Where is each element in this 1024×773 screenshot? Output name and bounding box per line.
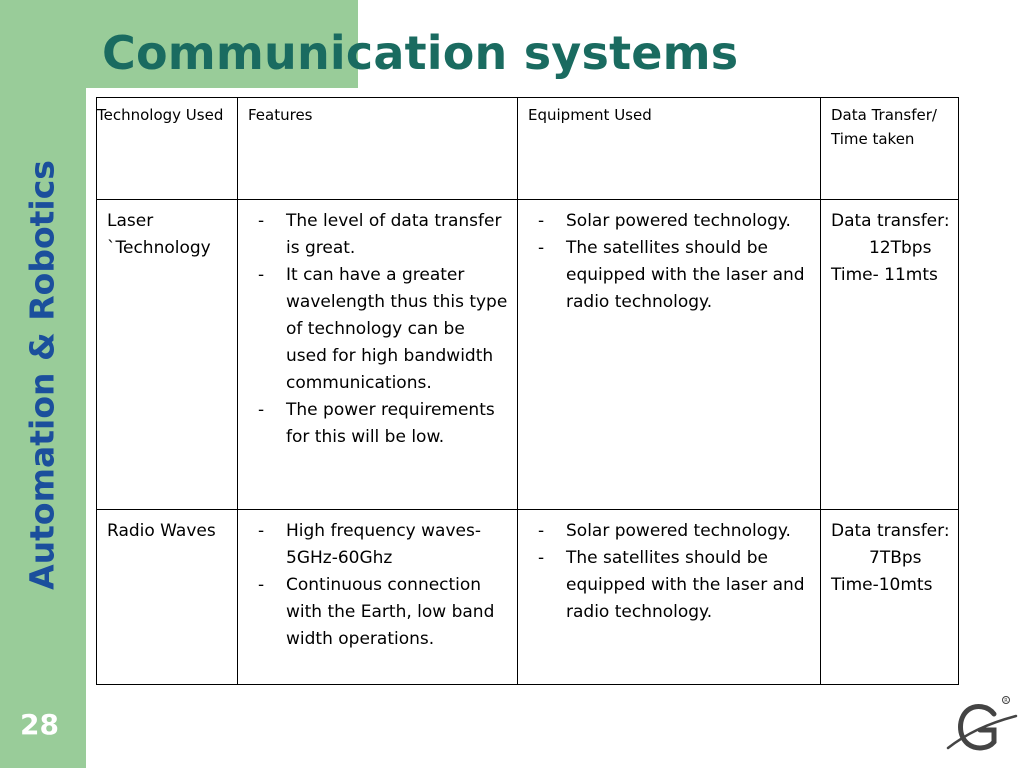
comparison-table <box>96 97 959 685</box>
svg-text:R: R <box>1004 698 1008 704</box>
equipment-list <box>528 518 812 626</box>
table-header-row <box>97 98 959 200</box>
data-transfer-value: Data transfer: 12Tbps <box>831 211 950 258</box>
cell-data-transfer <box>821 510 959 685</box>
time-value: Time- 11mts <box>831 265 938 285</box>
list-item: - The satellites should be equipped with the laser and radio technology. <box>528 545 812 626</box>
cell-data-transfer <box>821 200 959 510</box>
cell-equipment <box>518 510 821 685</box>
list-item: - It can have a greater wavelength thus this type of technology can be used for high bandwidth communications. <box>248 262 509 397</box>
features-list <box>248 518 509 653</box>
data-transfer-value: Data transfer: 7TBps <box>831 521 950 568</box>
cell-features <box>238 510 518 685</box>
features-list <box>248 208 509 451</box>
logo-area <box>936 686 1024 768</box>
list-item: - The power requirements for this will be low. <box>248 397 509 451</box>
comparison-table-wrap <box>96 97 958 685</box>
cell-equipment <box>518 200 821 510</box>
table-row <box>97 200 959 510</box>
cell-features <box>238 200 518 510</box>
page-number: 28 <box>20 708 59 741</box>
list-item: - Continuous connection with the Earth, low band width operations. <box>248 572 509 653</box>
list-item: - High frequency waves- 5GHz-60Ghz <box>248 518 509 572</box>
header-equipment: Equipment Used <box>518 98 821 200</box>
time-value: Time-10mts <box>831 575 933 595</box>
side-title: Automation & Robotics <box>22 160 62 590</box>
list-item: - The level of data transfer is great. <box>248 208 509 262</box>
header-data-transfer: Data Transfer/ Time taken <box>821 98 959 200</box>
list-item: - The satellites should be equipped with the laser and radio technology. <box>528 235 812 316</box>
slide-title: Communication systems <box>102 26 739 80</box>
g-logo-icon <box>936 686 1024 768</box>
equipment-list <box>528 208 812 316</box>
table-row <box>97 510 959 685</box>
list-item: - Solar powered technology. <box>528 518 812 545</box>
header-features: Features <box>238 98 518 200</box>
cell-technology: Radio Waves <box>97 510 238 685</box>
list-item: - Solar powered technology. <box>528 208 812 235</box>
cell-technology: Laser `Technology <box>97 200 238 510</box>
header-technology: Technology Used <box>97 98 238 200</box>
